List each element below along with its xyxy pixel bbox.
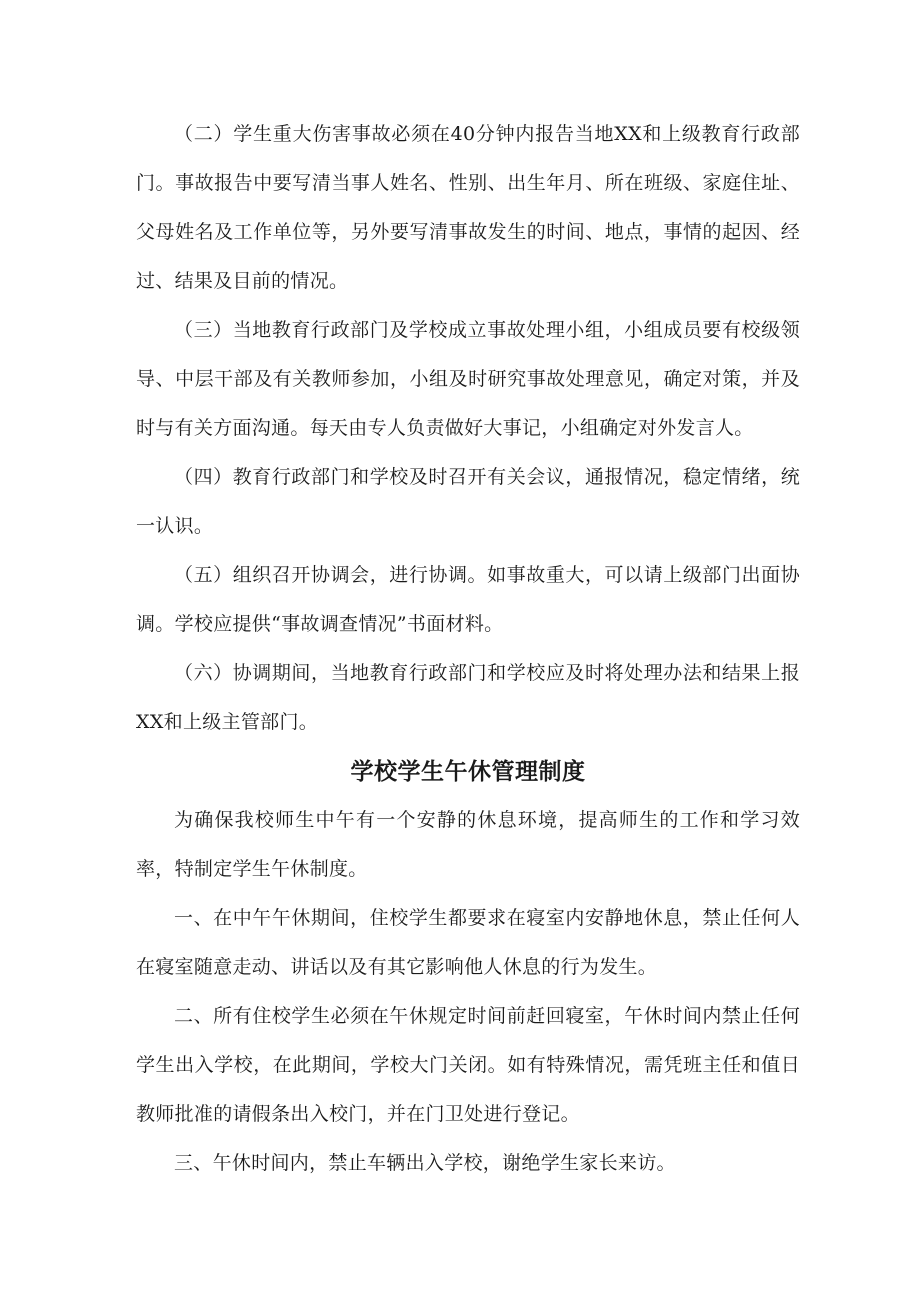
- paragraph-meeting: （四）教育行政部门和学校及时召开有关会议，通报情况，稳定情绪，统一认识。: [136, 466, 800, 537]
- paragraph-accident-team: （三）当地教育行政部门及学校成立事故处理小组，小组成员要有校级领导、中层干部及有关教师参加，小组及时研究事故处理意见，确定对策，并及时与有关方面沟通。每天由专人负责做好大事记，小组确定对外发言人。: [136, 319, 800, 439]
- paragraph-intro: 为确保我校师生中午有一个安静的休息环境，提高师生的工作和学习效率，特制定学生午休制度。: [136, 809, 800, 880]
- paragraph-rule-2: 二、所有住校学生必须在午休规定时间前赶回寝室，午休时间内禁止任何学生出入学校，在此期间，学校大门关闭。如有特殊情况，需凭班主任和值日教师批准的请假条出入校门，并在门卫处进行登记。: [136, 1005, 800, 1125]
- paragraph-reporting: （六）协调期间，当地教育行政部门和学校应及时将处理办法和结果上报XX和上级主管部门。: [136, 662, 800, 733]
- section-title: 学校学生午休管理制度: [350, 758, 586, 785]
- document-page: [136, 110, 800, 1188]
- paragraph-rule-1: 一、在中午午休期间，住校学生都要求在寝室内安静地休息，禁止任何人在寝室随意走动、讲话以及有其它影响他人休息的行为发生。: [136, 907, 800, 978]
- paragraph-coordination: （五）组织召开协调会，进行协调。如事故重大，可以请上级部门出面协调。学校应提供“事故调查情况”书面材料。: [136, 564, 800, 635]
- paragraph-accident-report: （二）学生重大伤害事故必须在40分钟内报告当地XX和上级教育行政部门。事故报告中要写清当事人姓名、性别、出生年月、所在班级、家庭住址、父母姓名及工作单位等，另外要写清事故发生的时间、地点，事情的起因、经过、结果及目前的情况。: [136, 123, 800, 292]
- paragraph-rule-3: 三、午休时间内，禁止车辆出入学校，谢绝学生家长来访。: [174, 1152, 676, 1174]
